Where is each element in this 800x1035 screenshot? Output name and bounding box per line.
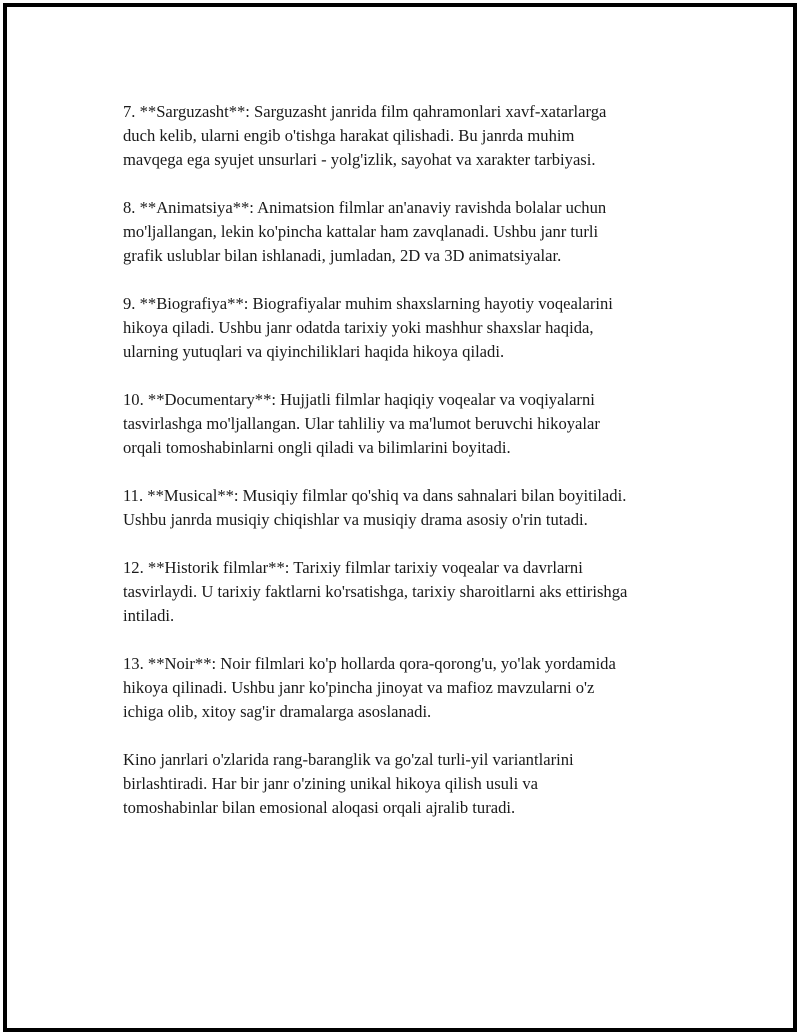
- text-line: 11. **Musical**: Musiqiy filmlar qo'shiq va dans sahnalari bilan boyitiladi.: [123, 486, 627, 505]
- paragraph-historik-filmlar: [123, 556, 703, 628]
- text-line: tasvirlashga mo'ljallangan. Ular tahliliy va ma'lumot beruvchi hikoyalar: [123, 414, 600, 433]
- paragraph-conclusion: [123, 748, 703, 820]
- text-line: hikoya qilinadi. Ushbu janr ko'pincha jinoyat va mafioz mavzularni o'z: [123, 678, 595, 697]
- text-line: mo'ljallangan, lekin ko'pincha kattalar ham zavqlanadi. Ushbu janr turli: [123, 222, 599, 241]
- paragraph-biografiya: [123, 292, 703, 364]
- text-line: tasvirlaydi. U tarixiy faktlarni ko'rsatishga, tarixiy sharoitlarni aks ettirishga: [123, 582, 628, 601]
- text-line: duch kelib, ularni engib o'tishga harakat qilishadi. Bu janrda muhim: [123, 126, 575, 145]
- paragraph-sarguzasht: [123, 100, 703, 172]
- text-line: hikoya qiladi. Ushbu janr odatda tarixiy yoki mashhur shaxslar haqida,: [123, 318, 594, 337]
- text-line: grafik uslublar bilan ishlanadi, jumladan, 2D va 3D animatsiyalar.: [123, 246, 562, 265]
- paragraph-documentary: [123, 388, 703, 460]
- paragraph-animatsiya: [123, 196, 703, 268]
- text-line: 8. **Animatsiya**: Animatsion filmlar an'anaviy ravishda bolalar uchun: [123, 198, 607, 217]
- text-line: 13. **Noir**: Noir filmlari ko'p hollarda qora-qorong'u, yo'lak yordamida: [123, 654, 616, 673]
- text-line: mavqega ega syujet unsurlari - yolg'izlik, sayohat va xarakter tarbiyasi.: [123, 150, 596, 169]
- text-line: 7. **Sarguzasht**: Sarguzasht janrida film qahramonlari xavf-xatarlarga: [123, 102, 607, 121]
- text-line: 10. **Documentary**: Hujjatli filmlar haqiqiy voqealar va voqiyalarni: [123, 390, 595, 409]
- text-line: intiladi.: [123, 606, 175, 625]
- text-line: ichiga olib, xitoy sag'ir dramalarga asoslanadi.: [123, 702, 432, 721]
- text-line: Kino janrlari o'zlarida rang-baranglik va go'zal turli-yil variantlarini: [123, 750, 574, 769]
- text-line: 9. **Biografiya**: Biografiyalar muhim shaxslarning hayotiy voqealarini: [123, 294, 613, 313]
- text-line: orqali tomoshabinlarni ongli qiladi va bilimlarini boyitadi.: [123, 438, 511, 457]
- text-line: Ushbu janrda musiqiy chiqishlar va musiqiy drama asosiy o'rin tutadi.: [123, 510, 588, 529]
- page-frame: [3, 3, 797, 1032]
- text-line: ularning yutuqlari va qiyinchiliklari haqida hikoya qiladi.: [123, 342, 505, 361]
- text-line: birlashtiradi. Har bir janr o'zining unikal hikoya qilish usuli va: [123, 774, 538, 793]
- document-body: [123, 100, 703, 844]
- text-line: 12. **Historik filmlar**: Tarixiy filmlar tarixiy voqealar va davrlarni: [123, 558, 583, 577]
- paragraph-musical: [123, 484, 703, 532]
- text-line: tomoshabinlar bilan emosional aloqasi orqali ajralib turadi.: [123, 798, 516, 817]
- paragraph-noir: [123, 652, 703, 724]
